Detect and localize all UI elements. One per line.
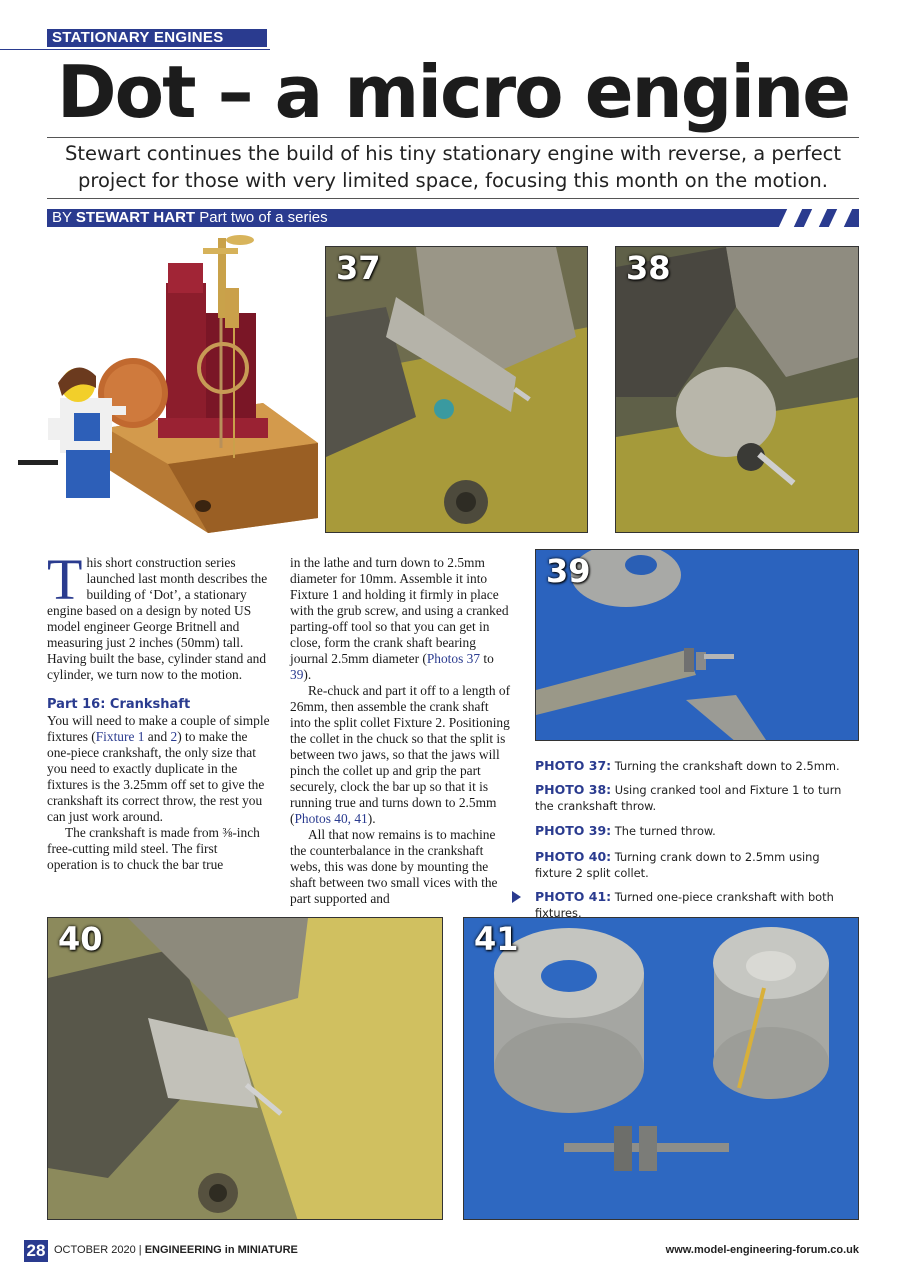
photo-ref: Photos 37 xyxy=(426,651,481,666)
drop-cap: T xyxy=(47,547,83,612)
magazine-name: ENGINEERING in MINIATURE xyxy=(144,1244,298,1256)
paragraph xyxy=(290,683,512,827)
byline-prefix: BY xyxy=(52,209,76,226)
text-run: Re-chuck and part it off to a length of 26mm, then assemble the crank shaft into the split collet Fixture 2. Positioning the collet in the chuck so that the split is between two jaws, so that the jaws will pinch the collet up and grip the part securely, clock the bar up so that it is running true and turns down to 2.5mm ( xyxy=(290,683,511,826)
photo-number: 37 xyxy=(336,249,381,287)
paragraph xyxy=(47,713,270,825)
photo-number: 38 xyxy=(626,249,671,287)
paragraph xyxy=(290,555,512,683)
photo-38 xyxy=(615,246,859,533)
photo-40 xyxy=(47,917,443,1220)
photo-37 xyxy=(325,246,588,533)
caption-label: PHOTO 39: xyxy=(535,823,612,838)
photo-ref: Photos 40, 41 xyxy=(294,811,368,826)
caption-text: Turning crank down to 2.5mm using fixture 2 split collet. xyxy=(535,850,820,880)
photo-39 xyxy=(535,549,859,741)
caption-label: PHOTO 40: xyxy=(535,849,612,864)
photo-41 xyxy=(463,917,859,1220)
caption-label: PHOTO 38: xyxy=(535,782,612,797)
fixture-ref: Fixture 1 xyxy=(95,729,145,744)
footer-issue xyxy=(54,1244,298,1256)
title-rule-top xyxy=(47,137,859,138)
fixture-ref: 2 xyxy=(170,729,178,744)
caption-text: Turned one-piece crankshaft with both fixtures. xyxy=(535,890,834,920)
text-run: You will need to make a couple of simple fixtures ( xyxy=(47,713,270,744)
body-column-1 xyxy=(47,547,270,873)
subheading: Part 16: Crankshaft xyxy=(47,697,191,712)
caption-label: PHOTO 41: xyxy=(535,889,612,904)
text-run: ) to make the one-piece crankshaft, the only size that you need to exactly duplicate in the fixtures is the 3.25mm off set to give the crankshaft its correct throw, the rest you can just work around. xyxy=(47,729,265,824)
photo-ref: 39 xyxy=(290,667,304,682)
body-column-2 xyxy=(290,555,512,907)
standfirst: Stewart continues the build of his tiny stationary engine with reverse, a perfect project for those with very limited space, focusing this month on the motion. xyxy=(64,142,842,192)
byline-bar xyxy=(47,209,859,227)
engine-photo xyxy=(18,228,323,538)
caption-photo-39 xyxy=(535,823,860,839)
decor-slash xyxy=(804,209,827,227)
photo-number: 39 xyxy=(546,552,591,590)
section-label: STATIONARY ENGINES xyxy=(47,29,267,47)
paragraph: All that now remains is to machine the counterbalance in the crankshaft webs, this was done by mounting the shaft between two small vices with the part supported and xyxy=(290,827,498,906)
text-run: to xyxy=(480,651,494,666)
caption-photo-37 xyxy=(535,758,860,774)
caption-text: The turned throw. xyxy=(611,824,716,838)
intro-paragraph: his short construction series launched last month describes the building of ‘Dot’, a stationary engine based on a design by noted US model engineer George Britnell and measuring just 2 inches (50mm) tall. Having built the base, cylinder stand and cylinder, we turn now to the motion. xyxy=(47,555,268,682)
byline-author: STEWART HART xyxy=(75,209,196,226)
text-run: in the lathe and turn down to 2.5mm diameter for 10mm. Assemble it into Fixture 1 and holding it firmly in place with the grub screw, and using a cranked parting-off tool so that you can get in close, form the crank shaft bearing journal 2.5mm diameter ( xyxy=(290,555,509,666)
photo-number: 40 xyxy=(58,920,103,958)
caption-text: Using cranked tool and Fixture 1 to turn the crankshaft throw. xyxy=(535,783,842,813)
caption-label: PHOTO 37: xyxy=(535,758,612,773)
standfirst-rule xyxy=(47,198,859,199)
caption-photo-41 xyxy=(535,889,860,921)
issue-date: OCTOBER 2020 | xyxy=(54,1244,145,1256)
caption-arrow-icon xyxy=(512,891,521,903)
caption-text: Turning the crankshaft down to 2.5mm. xyxy=(611,759,840,773)
photo-number: 41 xyxy=(474,920,519,958)
paragraph: The crankshaft is made from ⅜-inch free-cutting mild steel. The first operation is to chuck the bar true xyxy=(47,825,260,872)
decor-slash xyxy=(829,209,852,227)
article-title: Dot – a micro engine xyxy=(56,50,850,134)
footer-url[interactable]: www.model-engineering-forum.co.uk xyxy=(665,1244,859,1256)
caption-photo-40 xyxy=(535,849,860,881)
decor-slash xyxy=(779,209,802,227)
caption-photo-38 xyxy=(535,782,860,814)
page-number: 28 xyxy=(24,1240,48,1262)
text-run: and xyxy=(144,729,171,744)
text-run: ). xyxy=(367,811,376,826)
text-run: ). xyxy=(303,667,312,682)
byline-series: Part two of a series xyxy=(195,209,328,226)
